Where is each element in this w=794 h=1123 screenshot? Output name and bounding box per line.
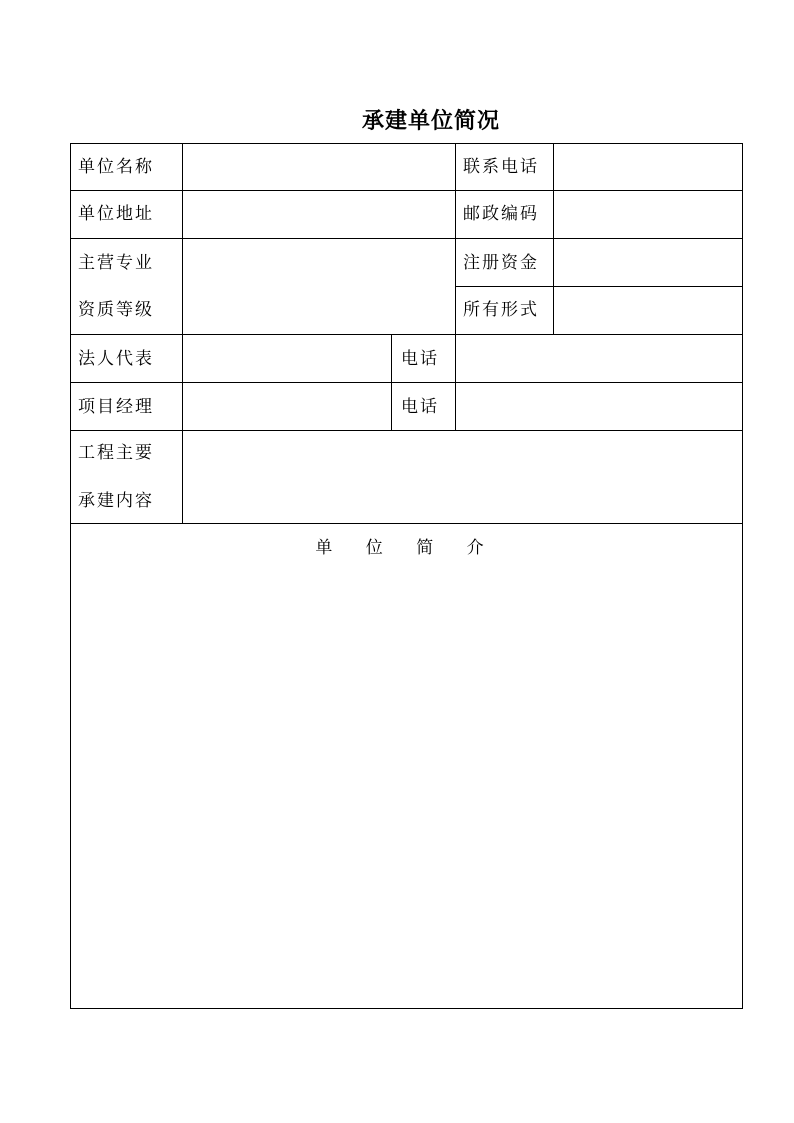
registered-capital-field[interactable] xyxy=(554,239,742,286)
project-manager-phone-field[interactable] xyxy=(456,383,742,430)
main-specialty-label: 主营专业 xyxy=(78,253,154,273)
contact-phone-label: 联系电话 xyxy=(463,157,539,177)
unit-name-label: 单位名称 xyxy=(78,157,154,177)
phone-label-2: 电话 xyxy=(401,397,439,417)
registered-capital-label: 注册资金 xyxy=(463,253,539,273)
specialty-qualification-field[interactable] xyxy=(183,239,455,334)
unit-intro-field[interactable] xyxy=(71,565,742,1008)
main-content-label-line2: 承建内容 xyxy=(78,491,154,511)
ownership-form-label: 所有形式 xyxy=(463,300,539,320)
column-divider xyxy=(391,334,392,430)
legal-representative-phone-field[interactable] xyxy=(456,335,742,382)
main-content-label-line1: 工程主要 xyxy=(78,443,154,463)
main-content-field[interactable] xyxy=(183,431,742,523)
contact-phone-field[interactable] xyxy=(554,144,742,190)
project-manager-field[interactable] xyxy=(183,383,391,430)
unit-name-field[interactable] xyxy=(183,144,455,190)
row-divider xyxy=(70,523,743,524)
ownership-form-field[interactable] xyxy=(554,287,742,334)
legal-representative-field[interactable] xyxy=(183,335,391,382)
postal-code-field[interactable] xyxy=(554,191,742,238)
qualification-level-label: 资质等级 xyxy=(78,300,154,320)
page-title: 承建单位简况 xyxy=(361,108,500,134)
unit-intro-heading: 单 位 简 介 xyxy=(315,538,498,558)
column-divider xyxy=(455,143,456,334)
unit-address-field[interactable] xyxy=(183,191,455,238)
project-manager-label: 项目经理 xyxy=(78,397,154,417)
postal-code-label: 邮政编码 xyxy=(463,204,539,224)
legal-representative-label: 法人代表 xyxy=(78,349,154,369)
phone-label-1: 电话 xyxy=(401,349,439,369)
unit-address-label: 单位地址 xyxy=(78,204,154,224)
